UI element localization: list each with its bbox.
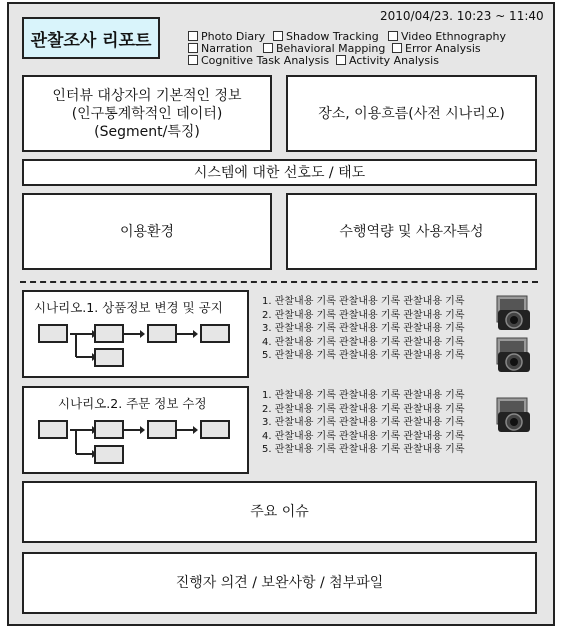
section-divider: [20, 281, 538, 283]
note-line: 1. 관찰내용 기록 관찰내용 기록 관찰내용 기록: [262, 296, 465, 307]
method-cognitive-task-analysis[interactable]: Cognitive Task Analysis: [188, 54, 329, 67]
method-photo-diary[interactable]: Photo Diary: [188, 30, 265, 43]
scenario-2-box: [22, 386, 249, 474]
interviewee-info-line2: (인구통계학적인 데이터): [71, 105, 223, 122]
camera-photo-icon[interactable]: [494, 396, 532, 434]
flow-step: [94, 348, 124, 367]
environment-box: [22, 193, 272, 270]
method-shadow-tracking[interactable]: Shadow Tracking: [273, 30, 379, 43]
opinion-box: [22, 552, 537, 614]
note-line: 2. 관찰내용 기록 관찰내용 기록 관찰내용 기록: [262, 403, 465, 415]
place-flow-text: 장소, 이용흐름(사전 시나리오): [318, 105, 505, 122]
method-video-ethnography[interactable]: Video Ethnography: [388, 30, 506, 43]
place-flow-box: [286, 75, 537, 152]
note-line: 5. 관찰내용 기록 관찰내용 기록 관찰내용 기록: [262, 444, 465, 456]
interviewee-info-line1: 인터뷰 대상자의 기본적인 정보: [52, 87, 242, 104]
interviewee-info-line3: (Segment/특징): [94, 123, 200, 140]
camera-photo-icon[interactable]: [494, 294, 532, 332]
interviewee-info-box: [22, 75, 272, 152]
flow-step: [147, 420, 177, 439]
flow-step: [94, 324, 124, 343]
report-title: [22, 17, 160, 59]
camera-photo-icon[interactable]: [494, 336, 532, 374]
checkbox-icon[interactable]: [336, 55, 346, 65]
flow-step: [38, 324, 68, 343]
scenario-2-notes: [262, 389, 502, 457]
flow-step: [147, 324, 177, 343]
checkbox-icon[interactable]: [188, 43, 198, 53]
opinion-text: 진행자 의견 / 보완사항 / 첨부파일: [175, 575, 384, 591]
capability-box: [286, 193, 537, 270]
preference-box: [22, 159, 537, 186]
checkbox-icon[interactable]: [392, 43, 402, 53]
flow-step: [38, 420, 68, 439]
issues-text: 주요 이슈: [250, 504, 309, 520]
note-line: 2. 관찰내용 기록 관찰내용 기록 관찰내용 기록: [262, 309, 465, 321]
report-title-text: 관찰조사 리포트: [30, 30, 152, 51]
checkbox-icon[interactable]: [388, 31, 398, 41]
note-line: 3. 관찰내용 기록 관찰내용 기록 관찰내용 기록: [262, 417, 465, 429]
method-activity-analysis[interactable]: Activity Analysis: [336, 54, 439, 67]
method-narration[interactable]: Narration: [188, 42, 253, 55]
note-line: 4. 관찰내용 기록 관찰내용 기록 관찰내용 기록: [262, 336, 465, 348]
scenario-1-notes: [262, 295, 502, 363]
note-line: 3. 관찰내용 기록 관찰내용 기록 관찰내용 기록: [262, 323, 465, 335]
issues-box: [22, 481, 537, 543]
checkbox-icon[interactable]: [188, 31, 198, 41]
flow-step: [200, 324, 230, 343]
method-behavioral-mapping[interactable]: Behavioral Mapping: [263, 42, 385, 55]
preference-text: 시스템에 대한 선호도 / 태도: [193, 164, 366, 181]
scenario-2-title: 시나리오.2. 주문 정보 수정: [58, 396, 207, 411]
note-line: 5. 관찰내용 기록 관찰내용 기록 관찰내용 기록: [262, 350, 465, 362]
flow-step: [94, 445, 124, 464]
note-line: 4. 관찰내용 기록 관찰내용 기록 관찰내용 기록: [262, 430, 465, 442]
environment-text: 이용환경: [119, 223, 175, 240]
note-line: 1. 관찰내용 기록 관찰내용 기록 관찰내용 기록: [262, 390, 465, 401]
checkbox-icon[interactable]: [263, 43, 273, 53]
capability-text: 수행역량 및 사용자특성: [339, 223, 484, 240]
flow-step: [200, 420, 230, 439]
checkbox-icon[interactable]: [188, 55, 198, 65]
scenario-1-title: 시나리오.1. 상품정보 변경 및 공지: [34, 300, 223, 315]
flow-step: [94, 420, 124, 439]
checkbox-icon[interactable]: [273, 31, 283, 41]
scenario-1-box: [22, 290, 249, 378]
method-error-analysis[interactable]: Error Analysis: [392, 42, 481, 55]
datetime: 2010/04/23. 10:23 ~ 11:40: [380, 9, 544, 23]
